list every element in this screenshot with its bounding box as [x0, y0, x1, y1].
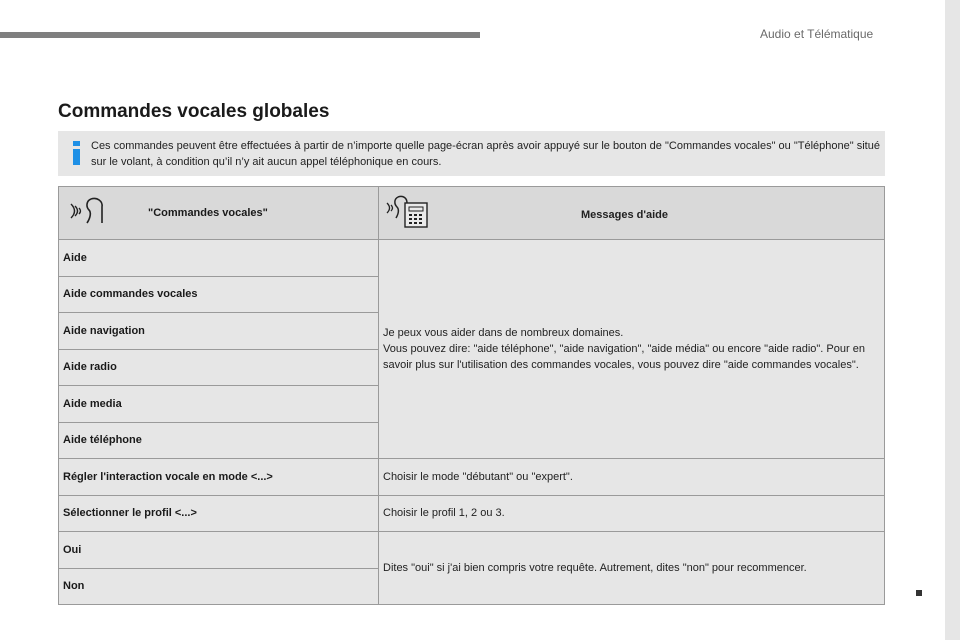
help-message-text: Je peux vous aider dans de nombreux domaines. Vous pouvez dire: "aide téléphone", "aide navigation", "aide média" ou encore "aide radio". Pour en savoir plus sur l'utilisation des commandes vocales, vous pouvez dire "aide commandes vocales".	[383, 327, 865, 371]
table-row	[59, 495, 885, 532]
header-voice-commands	[59, 187, 379, 240]
header-help-messages	[379, 187, 885, 240]
section-title: Audio et Télématique	[760, 27, 874, 41]
command-cell: Aide commandes vocales	[59, 276, 379, 313]
help-message-cell	[379, 240, 885, 459]
voice-commands-table	[58, 186, 885, 605]
table-row	[59, 240, 885, 277]
header-help-messages-label: Messages d'aide	[581, 209, 668, 221]
info-text: Ces commandes peuvent être effectuées à partir de n’importe quelle page-écran après avoir appuyé sur le bouton de "Commandes vocales" ou "Téléphone" situé sur le volant, à condition qu’il n’y ait aucun appel téléphonique en cours.	[91, 140, 880, 168]
command-cell: Aide navigation	[59, 313, 379, 350]
yes-no-message-cell: Dites "oui" si j'ai bien compris votre requête. Autrement, dites "non" pour recommencer.	[379, 532, 885, 605]
command-cell: Non	[59, 568, 379, 605]
command-cell: Oui	[59, 532, 379, 569]
info-icon	[72, 141, 81, 165]
command-cell: Aide media	[59, 386, 379, 423]
header-bar	[0, 32, 480, 38]
command-cell: Sélectionner le profil <...>	[59, 495, 379, 532]
table-row	[59, 532, 885, 569]
command-cell: Aide téléphone	[59, 422, 379, 459]
table-row	[59, 459, 885, 496]
command-cell: Aide	[59, 240, 379, 277]
page-title: Commandes vocales globales	[58, 101, 330, 122]
profile-message-cell: Choisir le profil 1, 2 ou 3.	[379, 495, 885, 532]
command-cell: Régler l'interaction vocale en mode <...>	[59, 459, 379, 496]
page-edge-strip	[945, 0, 960, 640]
page-marker	[916, 590, 922, 596]
command-cell: Aide radio	[59, 349, 379, 386]
voice-command-icon	[69, 195, 109, 229]
table-header-row	[59, 187, 885, 240]
voice-phone-icon	[385, 193, 433, 231]
mode-message-cell: Choisir le mode "débutant" ou "expert".	[379, 459, 885, 496]
header-voice-commands-label: "Commandes vocales"	[148, 207, 268, 219]
